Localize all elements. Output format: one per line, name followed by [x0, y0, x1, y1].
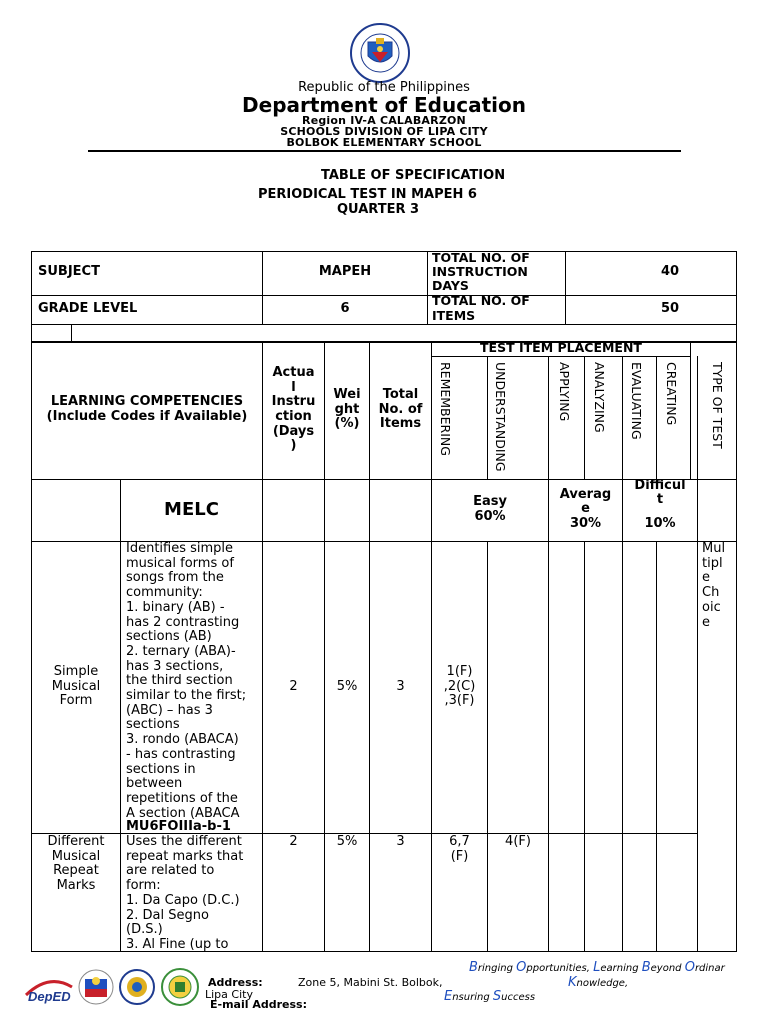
days-value: 40	[661, 264, 680, 279]
days-label-1: TOTAL NO. OF	[432, 250, 530, 265]
competencies-header-1: LEARNING COMPETENCIES	[50, 394, 244, 409]
row-topic-line: Marks	[56, 878, 96, 894]
row-topic-line: Simple	[53, 664, 99, 679]
days-label-2: INSTRUCTION	[432, 264, 528, 279]
weight-header-1: Wei	[333, 387, 361, 402]
svg-text:DepED: DepED	[28, 989, 71, 1004]
total-header-3: Items	[379, 416, 422, 431]
competency-line: Identifies simple	[126, 541, 234, 556]
actual-header-4: ction	[275, 409, 312, 424]
grade-value: 6	[340, 301, 350, 316]
row-days: 2	[289, 834, 298, 849]
row-remembering: ,2(C)	[443, 679, 476, 694]
average-percent: 30%	[569, 516, 602, 531]
row-remembering: 6,7	[449, 834, 470, 849]
row-test-type: Mul	[702, 541, 726, 556]
items-label-1: TOTAL NO. OF	[432, 293, 530, 308]
grade-label: GRADE LEVEL	[38, 301, 138, 316]
row-topic-line: Repeat	[53, 863, 99, 879]
row-remembering: ,3(F)	[444, 693, 475, 708]
test-title: PERIODICAL TEST IN MAPEH 6	[258, 187, 477, 202]
average-label-1: Averag	[559, 487, 612, 502]
competency-line: repeat marks that	[126, 848, 244, 864]
deped-logo	[22, 967, 76, 1007]
competency-line: sections (AB)	[126, 629, 212, 645]
republic-line: Republic of the Philippines	[298, 80, 470, 95]
competency-line: has 2 contrasting	[126, 614, 240, 630]
competencies-header-2: (Include Codes if Available)	[46, 409, 248, 424]
easy-percent: 60%	[474, 509, 506, 524]
division-seal-logo	[118, 967, 156, 1007]
competency-line: 1. binary (AB) -	[126, 599, 225, 615]
competency-line: has 3 sections,	[126, 658, 224, 674]
row-topic-line: Form	[59, 693, 93, 708]
competency-line: Uses the different	[126, 834, 242, 849]
competency-line: form:	[126, 878, 161, 894]
row-test-type: tipl	[702, 555, 723, 571]
deped-seal-logo	[342, 22, 418, 84]
address-value: Zone 5, Mabini St. Bolbok,	[298, 976, 443, 989]
analyzing-header: ANALYZING	[592, 362, 607, 433]
tos-title: TABLE OF SPECIFICATION	[321, 168, 506, 183]
row-topic-line: Musical	[51, 679, 101, 694]
header-divider	[88, 150, 681, 152]
actual-header-1: Actua	[272, 365, 315, 380]
total-header-1: Total	[382, 387, 419, 402]
competency-line: (D.S.)	[126, 922, 163, 938]
row-remembering: (F)	[450, 848, 469, 864]
type-of-test-header: TYPE OF TEST	[710, 362, 725, 449]
remembering-header: REMEMBERING	[438, 362, 453, 456]
actual-header-3: Instru	[271, 394, 316, 409]
region-line: Region IV-A CALABARZON	[302, 114, 466, 127]
competency-line: the third section	[126, 673, 233, 689]
row-test-type: e	[702, 570, 710, 586]
subject-label: SUBJECT	[38, 264, 100, 279]
competency-line: sections in	[126, 761, 196, 777]
motto-line-3: Ensuring Success	[444, 989, 536, 1004]
competency-line: repetitions of the	[126, 790, 238, 806]
difficult-percent: 10%	[644, 516, 676, 531]
competency-line: A section (ABACA	[126, 805, 240, 821]
row-test-type: Ch	[702, 585, 720, 601]
difficult-label-2: t	[656, 492, 664, 507]
total-header-2: No. of	[378, 402, 423, 417]
competency-line: between	[126, 776, 183, 792]
row-topic-line: Different	[47, 834, 105, 849]
applying-header: APPLYING	[557, 362, 572, 422]
subject-value: MAPEH	[318, 264, 372, 279]
understanding-header: UNDERSTANDING	[493, 362, 508, 472]
row-weight: 5%	[336, 679, 358, 694]
melc-header: MELC	[164, 499, 219, 520]
school-line: BOLBOK ELEMENTARY SCHOOL	[286, 136, 482, 149]
placement-header: TEST ITEM PLACEMENT	[480, 340, 642, 355]
motto-line-1: Bringing Opportunities, Learning Beyond Ordinar	[469, 960, 725, 975]
division-line: SCHOOLS DIVISION OF LIPA CITY	[280, 125, 488, 138]
department-title: Department of Education	[242, 93, 526, 117]
competency-line: sections	[126, 717, 180, 733]
row-understanding: 4(F)	[505, 834, 531, 849]
competency-line: 1. Da Capo (D.C.)	[126, 892, 240, 908]
footer	[0, 955, 768, 1024]
actual-header-5: (Days	[272, 424, 315, 439]
evaluating-header: EVALUATING	[629, 362, 644, 440]
competency-line: similar to the first;	[126, 688, 247, 703]
row-test-type: oic	[702, 599, 721, 615]
competency-line: musical forms of	[126, 555, 234, 571]
school-seal-logo	[160, 967, 200, 1007]
competency-line: songs from the	[126, 570, 224, 586]
actual-header-6: )	[290, 438, 297, 453]
competency-line: 3. Al Fine (up to	[126, 936, 229, 952]
easy-label: Easy	[473, 494, 507, 509]
bagong-pilipinas-logo	[77, 967, 115, 1007]
email-label: E-mail Address:	[210, 998, 307, 1011]
row-weight: 5%	[336, 834, 358, 849]
competency-line: community:	[126, 585, 203, 601]
weight-header-3: (%)	[334, 416, 360, 431]
row-remembering: 1(F)	[446, 664, 473, 679]
difficult-label-1: Difficul	[634, 478, 686, 493]
weight-header-2: ght	[334, 402, 360, 417]
address-city: Lipa City	[205, 988, 253, 1001]
motto-line-2: Knowledge,	[568, 975, 629, 990]
row-items: 3	[396, 834, 405, 849]
row-test-type: e	[702, 614, 710, 630]
items-value: 50	[661, 301, 680, 316]
creating-header: CREATING	[664, 362, 679, 426]
actual-header-2: l	[291, 380, 296, 395]
quarter-title: QUARTER 3	[337, 202, 420, 217]
row-topic-line: Musical	[51, 848, 101, 864]
days-label-3: DAYS	[432, 278, 469, 293]
address-label: Address:	[208, 976, 263, 989]
average-label-2: e	[581, 501, 590, 516]
items-label-2: ITEMS	[432, 308, 476, 323]
competency-line: 2. ternary (ABA)-	[126, 643, 236, 659]
row-items: 3	[396, 679, 405, 694]
competency-line: 2. Dal Segno	[126, 907, 209, 923]
row-days: 2	[289, 679, 298, 694]
competency-line: are related to	[126, 863, 215, 879]
competency-line: 3. rondo (ABACA)	[126, 732, 239, 748]
competency-code: MU6FOIIIa-b-1	[126, 819, 231, 834]
competency-line: - has contrasting	[126, 746, 236, 762]
competency-line: (ABC) – has 3	[126, 702, 213, 718]
